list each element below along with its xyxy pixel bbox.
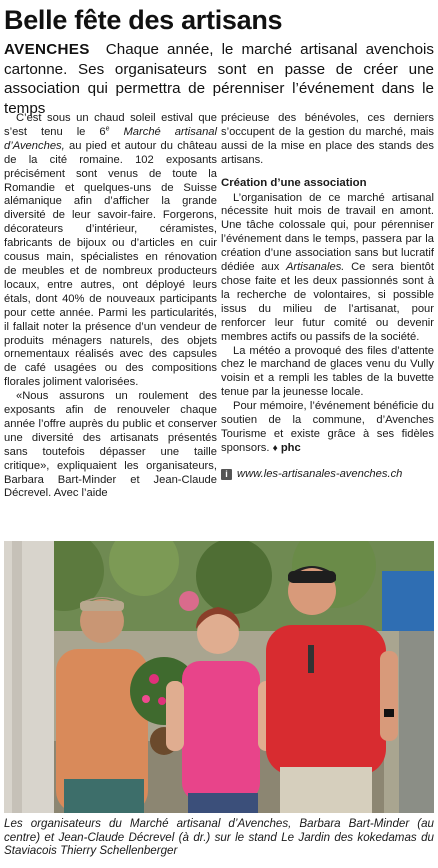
- subheading: Création d’une association: [221, 176, 367, 189]
- person-center-jeans: [188, 793, 258, 813]
- website-link[interactable]: www.les-artisanales-avenches.ch: [237, 467, 403, 480]
- lead-paragraph: [4, 40, 434, 118]
- tent-fabric-left: [4, 541, 54, 813]
- watch-icon: [384, 709, 394, 717]
- photo-credit: Thierry Schellenberger: [60, 844, 178, 858]
- sunglasses-hanging: [308, 645, 314, 673]
- event-name-italic: Marché artisanal d’Avenches,: [4, 125, 217, 152]
- col2-p4-text: Pour mémoire, l’événement bénéficie du soutien de la commune, d’Avenches Tourisme et existe grâce à ses fidèles sponsors.: [221, 400, 434, 454]
- caption-stand-name: Le Jardin des kokedamas: [281, 830, 417, 844]
- caption-text-c: du Staviacois: [4, 830, 434, 858]
- parasol: [382, 571, 434, 631]
- col1-paragraph-2: «Nous assurons un roulement des exposants afin de renouveler chaque année l’offre auprès du public et conserver une diversité des artisanats présentés sans toutefois dépasser une taille critique», expliquaient les organisateurs, Barbara Bart-Minder et Jean-Claude Décrevel. Avec l’aide: [4, 390, 217, 500]
- article-photo: [4, 541, 434, 813]
- lead-place: AVENCHES: [4, 41, 90, 58]
- person-center-top: [182, 661, 260, 801]
- col2-paragraph-1: précieuse des bénévoles, ces derniers s’occupent de la gestion du marché, mais aussi de la mise en place des stands des artisans.: [221, 112, 434, 166]
- col2-paragraph-3: La météo a provoqué des files d’attente chez le marchand de glaces venu du Vully voisin et a rempli les tables de la buvette tenue par la jeunesse locale.: [221, 344, 434, 399]
- col2-p2-text-b: Ce sera bientôt chose faite et les deux passionnés sont à la recherche de volontaires, si possible issus du milieu de l’artisanat, pour renforcer leur futur comité ou devenir membres actifs ou passifs de la société.: [221, 261, 435, 343]
- foliage-cluster: [196, 541, 272, 614]
- column-right: [221, 112, 434, 532]
- artisanales-italic: Artisanales.: [285, 261, 345, 274]
- flower-bloom: [158, 697, 166, 705]
- cap-icon: [80, 601, 124, 611]
- column-left: [4, 112, 217, 532]
- col1-p1-text-b: au pied et autour du château de la cité romaine. 102 exposants précisément sont venus de toute la Romandie et quelques-uns de Suisse alémanique afin d’afficher la grande diversité de leur savoir-faire. Forgerons, décorateurs d’intérieur, céramistes, fabricants de bijoux ou d’articles en cuir cousus main, spécialistes en rénovation de meubles et de nombreux producteurs locaux, entre autres, ont déployé leurs étals, dont 40% de nouveaux participants pour cette année. Parmi les particularités, il fallait noter la présence d’un vendeur de produits ménagers naturels, des objets ornementaux réalisés avec des capsules de café usagées ou des compositions florales joliment valorisées.: [4, 139, 218, 389]
- diamond-icon: ♦: [272, 442, 278, 454]
- flower-bloom: [142, 695, 150, 703]
- person-left-shorts: [64, 779, 144, 813]
- person-center-arm: [166, 681, 184, 751]
- tent-fold: [12, 541, 22, 813]
- flower-decoration: [179, 591, 199, 611]
- col2-paragraph-2: [221, 192, 434, 345]
- headline: Belle fête des artisans: [4, 5, 283, 35]
- person-right-arm: [380, 651, 398, 741]
- col2-paragraph-4: [221, 400, 434, 456]
- flower-bloom: [149, 674, 159, 684]
- author-signature: phc: [280, 441, 301, 454]
- col1-p1-text-a: C’est sous un chaud soleil estival que s’est tenu le 6: [4, 112, 217, 138]
- info-icon: i: [221, 469, 232, 480]
- col2-p2-text-a: L’organisation de ce marché artisanal nécessite huit mois de travail en amont. Une tâche colossale qui, pour pérenniser l’événement dans le temps, passera par la création d’une association sans but lucratif dédiée aux: [221, 191, 434, 274]
- caption-text-a: Les organisateurs du Marché artisanal d’Avenches, Barbara Bart-Minder (au centre) et Jean-Claude Décrevel (à dr.) sur le stand: [4, 817, 434, 844]
- photo-caption: [4, 817, 434, 858]
- person-right-shirt: [266, 625, 386, 775]
- stall-post-right: [399, 631, 434, 813]
- market-stall-scene: [4, 541, 434, 813]
- col1-paragraph-1: [4, 112, 217, 390]
- person-right-shorts: [280, 767, 372, 813]
- lead-text: Chaque année, le marché artisanal avenchois cartonne. Ses organisateurs sont en passe de créer une association qui permettra de pérenniser l’événement dans le temps: [4, 41, 434, 117]
- website-reference: [221, 468, 434, 482]
- ordinal-sup: e: [105, 125, 110, 133]
- cap-icon: [288, 571, 336, 583]
- article-body: [4, 112, 434, 532]
